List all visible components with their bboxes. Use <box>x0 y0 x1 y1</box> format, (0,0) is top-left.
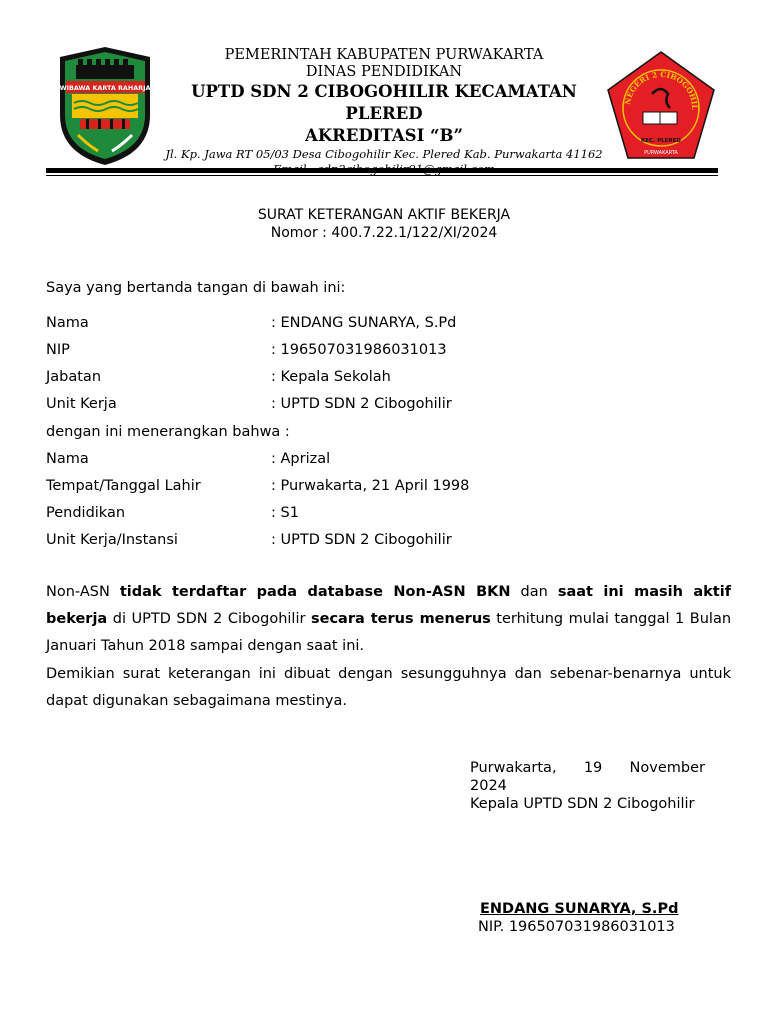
signer-position-value: : Kepala Sekolah <box>271 369 391 385</box>
subject-birth-label: Tempat/Tanggal Lahir <box>46 478 201 494</box>
statement-paragraph <box>46 579 731 660</box>
government-name: PEMERINTAH KABUPATEN PURWAKARTA <box>224 47 544 63</box>
statement-part-3: di UPTD SDN 2 Cibogohilir <box>107 611 311 627</box>
school-address: Jl. Kp. Jawa RT 05/03 Desa Cibogohilir Kec. Plered Kab. Purwakarta 41162 <box>165 147 603 161</box>
signer-unit-label: Unit Kerja <box>46 396 117 412</box>
subject-name-label: Nama <box>46 451 89 467</box>
letter-heading: SURAT KETERANGAN AKTIF BEKERJA <box>257 207 511 223</box>
signature-position: Kepala UPTD SDN 2 Cibogohilir <box>470 796 695 812</box>
subject-birth-value: : Purwakarta, 21 April 1998 <box>271 478 470 494</box>
letter-number: Nomor : 400.7.22.1/122/XI/2024 <box>270 225 498 241</box>
department-name: DINAS PENDIDIKAN <box>305 64 463 80</box>
school-name: UPTD SDN 2 CIBOGOHILIR KECAMATAN PLERED <box>191 82 577 123</box>
svg-text:PURWAKARTA: PURWAKARTA <box>644 150 678 156</box>
statement-part-1: Non-ASN <box>46 584 120 600</box>
signature-name: ENDANG SUNARYA, S.Pd <box>480 901 679 917</box>
letter-title <box>0 206 768 242</box>
svg-text:SD NEGERI 2 CIBOGOHILIR: NEGERI 2 CIBOGOHIL <box>623 69 700 111</box>
subject-education-value: : S1 <box>271 505 299 521</box>
signer-unit-value: : UPTD SDN 2 Cibogohilir <box>271 396 452 412</box>
statement-part-2: dan <box>510 584 558 600</box>
subject-unit-label: Unit Kerja/Instansi <box>46 532 178 548</box>
signature-city: Purwakarta, <box>470 760 557 776</box>
statement-bold-3: secara terus menerus <box>310 611 491 627</box>
subject-name-value: : Aprizal <box>271 451 331 467</box>
subject-education-label: Pendidikan <box>46 505 126 521</box>
signature-month: November <box>629 760 705 776</box>
signature-day: 19 <box>583 760 603 776</box>
accreditation: AKREDITASI “B” <box>305 126 463 145</box>
svg-text:KEC. PLERED: KEC. PLERED <box>641 138 681 144</box>
middle-text: dengan ini menerangkan bahwa : <box>46 424 290 440</box>
school-emblem-icon <box>606 50 716 162</box>
signer-name-label: Nama <box>46 315 89 331</box>
signer-nip-value: : 196507031986031013 <box>271 342 447 358</box>
letterhead-rule-thin <box>46 175 718 176</box>
signer-name-value: : ENDANG SUNARYA, S.Pd <box>271 315 457 331</box>
signer-position-label: Jabatan <box>46 369 102 385</box>
statement-bold-2: saat ini masih aktif bekerja <box>46 584 731 627</box>
signature-block <box>470 759 705 813</box>
intro-text: Saya yang bertanda tangan di bawah ini: <box>46 280 346 296</box>
signature-nip: NIP. 196507031986031013 <box>478 919 675 935</box>
signer-nip-label: NIP <box>46 342 70 358</box>
letterhead <box>0 40 768 170</box>
closing-paragraph: Demikian surat keterangan ini dibuat dengan sesungguhnya dan sebenar-benarnya untuk dapat digunakan sebagaimana mestinya. <box>46 666 731 709</box>
subject-unit-value: : UPTD SDN 2 Cibogohilir <box>271 532 452 548</box>
statement-bold-1: tidak terdaftar pada database Non-ASN BKN <box>119 584 511 600</box>
signature-year: 2024 <box>470 778 507 794</box>
letterhead-text <box>160 47 608 177</box>
svg-text:WIBAWA KARTA RAHARJA: WIBAWA KARTA RAHARJA <box>59 84 151 92</box>
statement-part-4: terhitung mulai tanggal 1 Bulan Januari Tahun 2018 sampai dengan saat ini. <box>46 611 732 654</box>
regency-crest-icon <box>58 45 153 167</box>
letterhead-rule-thick <box>46 168 718 173</box>
signature-date-line <box>470 759 705 777</box>
